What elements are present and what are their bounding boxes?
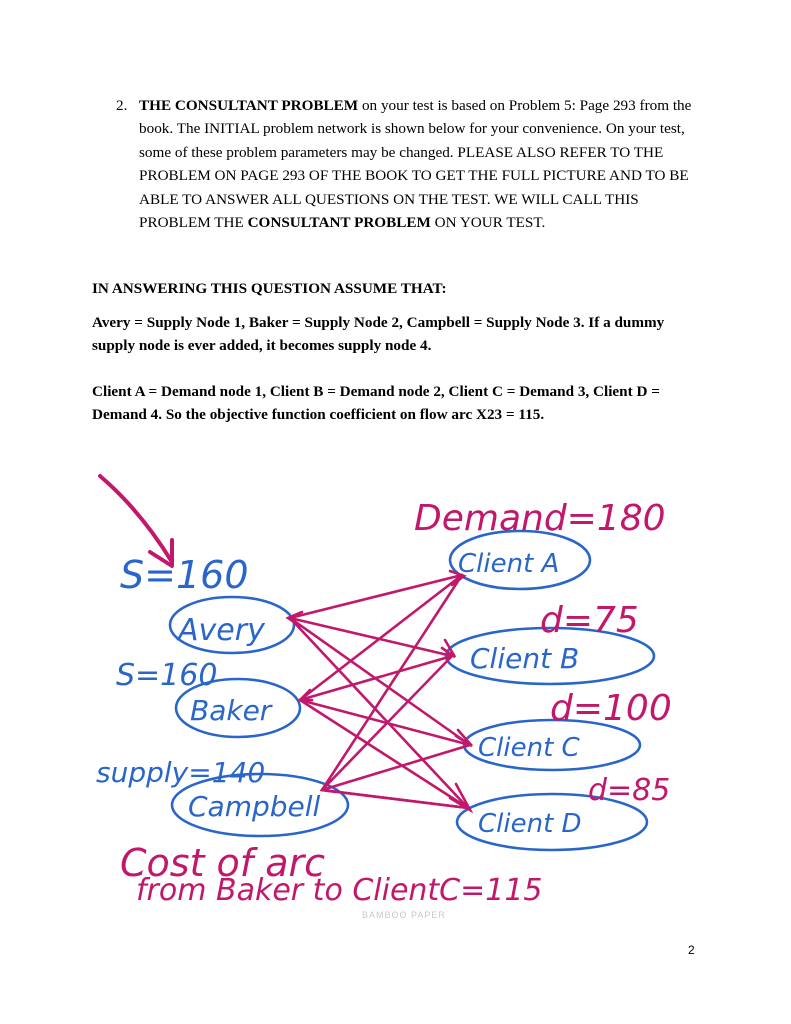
client-b-demand-label: d=75 bbox=[540, 600, 639, 641]
campbell-supply-label: supply=140 bbox=[96, 756, 266, 789]
item-heading-2: CONSULTANT PROBLEM bbox=[247, 214, 431, 232]
watermark: BAMBOO PAPER bbox=[362, 910, 446, 920]
item-heading: THE CONSULTANT PROBLEM bbox=[139, 97, 359, 114]
item-text-2: ON YOUR TEST. bbox=[430, 214, 546, 232]
baker-supply-label: S=160 bbox=[116, 658, 218, 693]
assume-heading: IN ANSWERING THIS QUESTION ASSUME THAT: bbox=[92, 280, 447, 297]
avery-supply-label: S=160 bbox=[120, 553, 249, 597]
campbell-label: Campbell bbox=[188, 790, 321, 823]
flow-arcs bbox=[288, 571, 472, 810]
item-text-1: on your test is based on Problem 5: Page 293 from the book. The INITIAL problem network is shown below for your convenience. On your test, some of these problem parameters may be changed. PLEASE ALSO REFER TO THE PROBLEM ON PAGE 293 OF THE BOOK TO GET THE FULL PICTURE AND TO BE ABLE TO ANSWER ALL QUESTIONS ON THE TEST. WE WILL CALL THIS PROBLEM THE bbox=[139, 97, 692, 232]
item-number: 2. bbox=[116, 97, 128, 114]
baker-label: Baker bbox=[190, 694, 272, 727]
client-d-label: Client D bbox=[478, 809, 582, 839]
avery-label: Avery bbox=[178, 613, 265, 648]
demand-paragraph: Client A = Demand node 1, Client B = Demand node 2, Client C = Demand 3, Client D = Demand 4. So the objective function coefficient on flow arc X23 = 115. bbox=[92, 383, 660, 424]
client-a-demand-label: Demand=180 bbox=[414, 498, 666, 539]
client-a-label: Client A bbox=[458, 549, 560, 579]
supply-paragraph: Avery = Supply Node 1, Baker = Supply Node 2, Campbell = Supply Node 3. If a dummy supply node is ever added, it becomes supply node 4. bbox=[92, 314, 665, 355]
client-c-demand-label: d=100 bbox=[550, 688, 672, 729]
page-number: 2 bbox=[688, 943, 695, 957]
cost-note-line-1: Cost of arc bbox=[120, 841, 326, 885]
client-c-label: Client C bbox=[478, 733, 580, 763]
cost-note-line-2: from Baker to ClientC=115 bbox=[136, 873, 543, 908]
client-d-demand-label: d=85 bbox=[588, 773, 671, 808]
client-b-label: Client B bbox=[470, 642, 580, 675]
